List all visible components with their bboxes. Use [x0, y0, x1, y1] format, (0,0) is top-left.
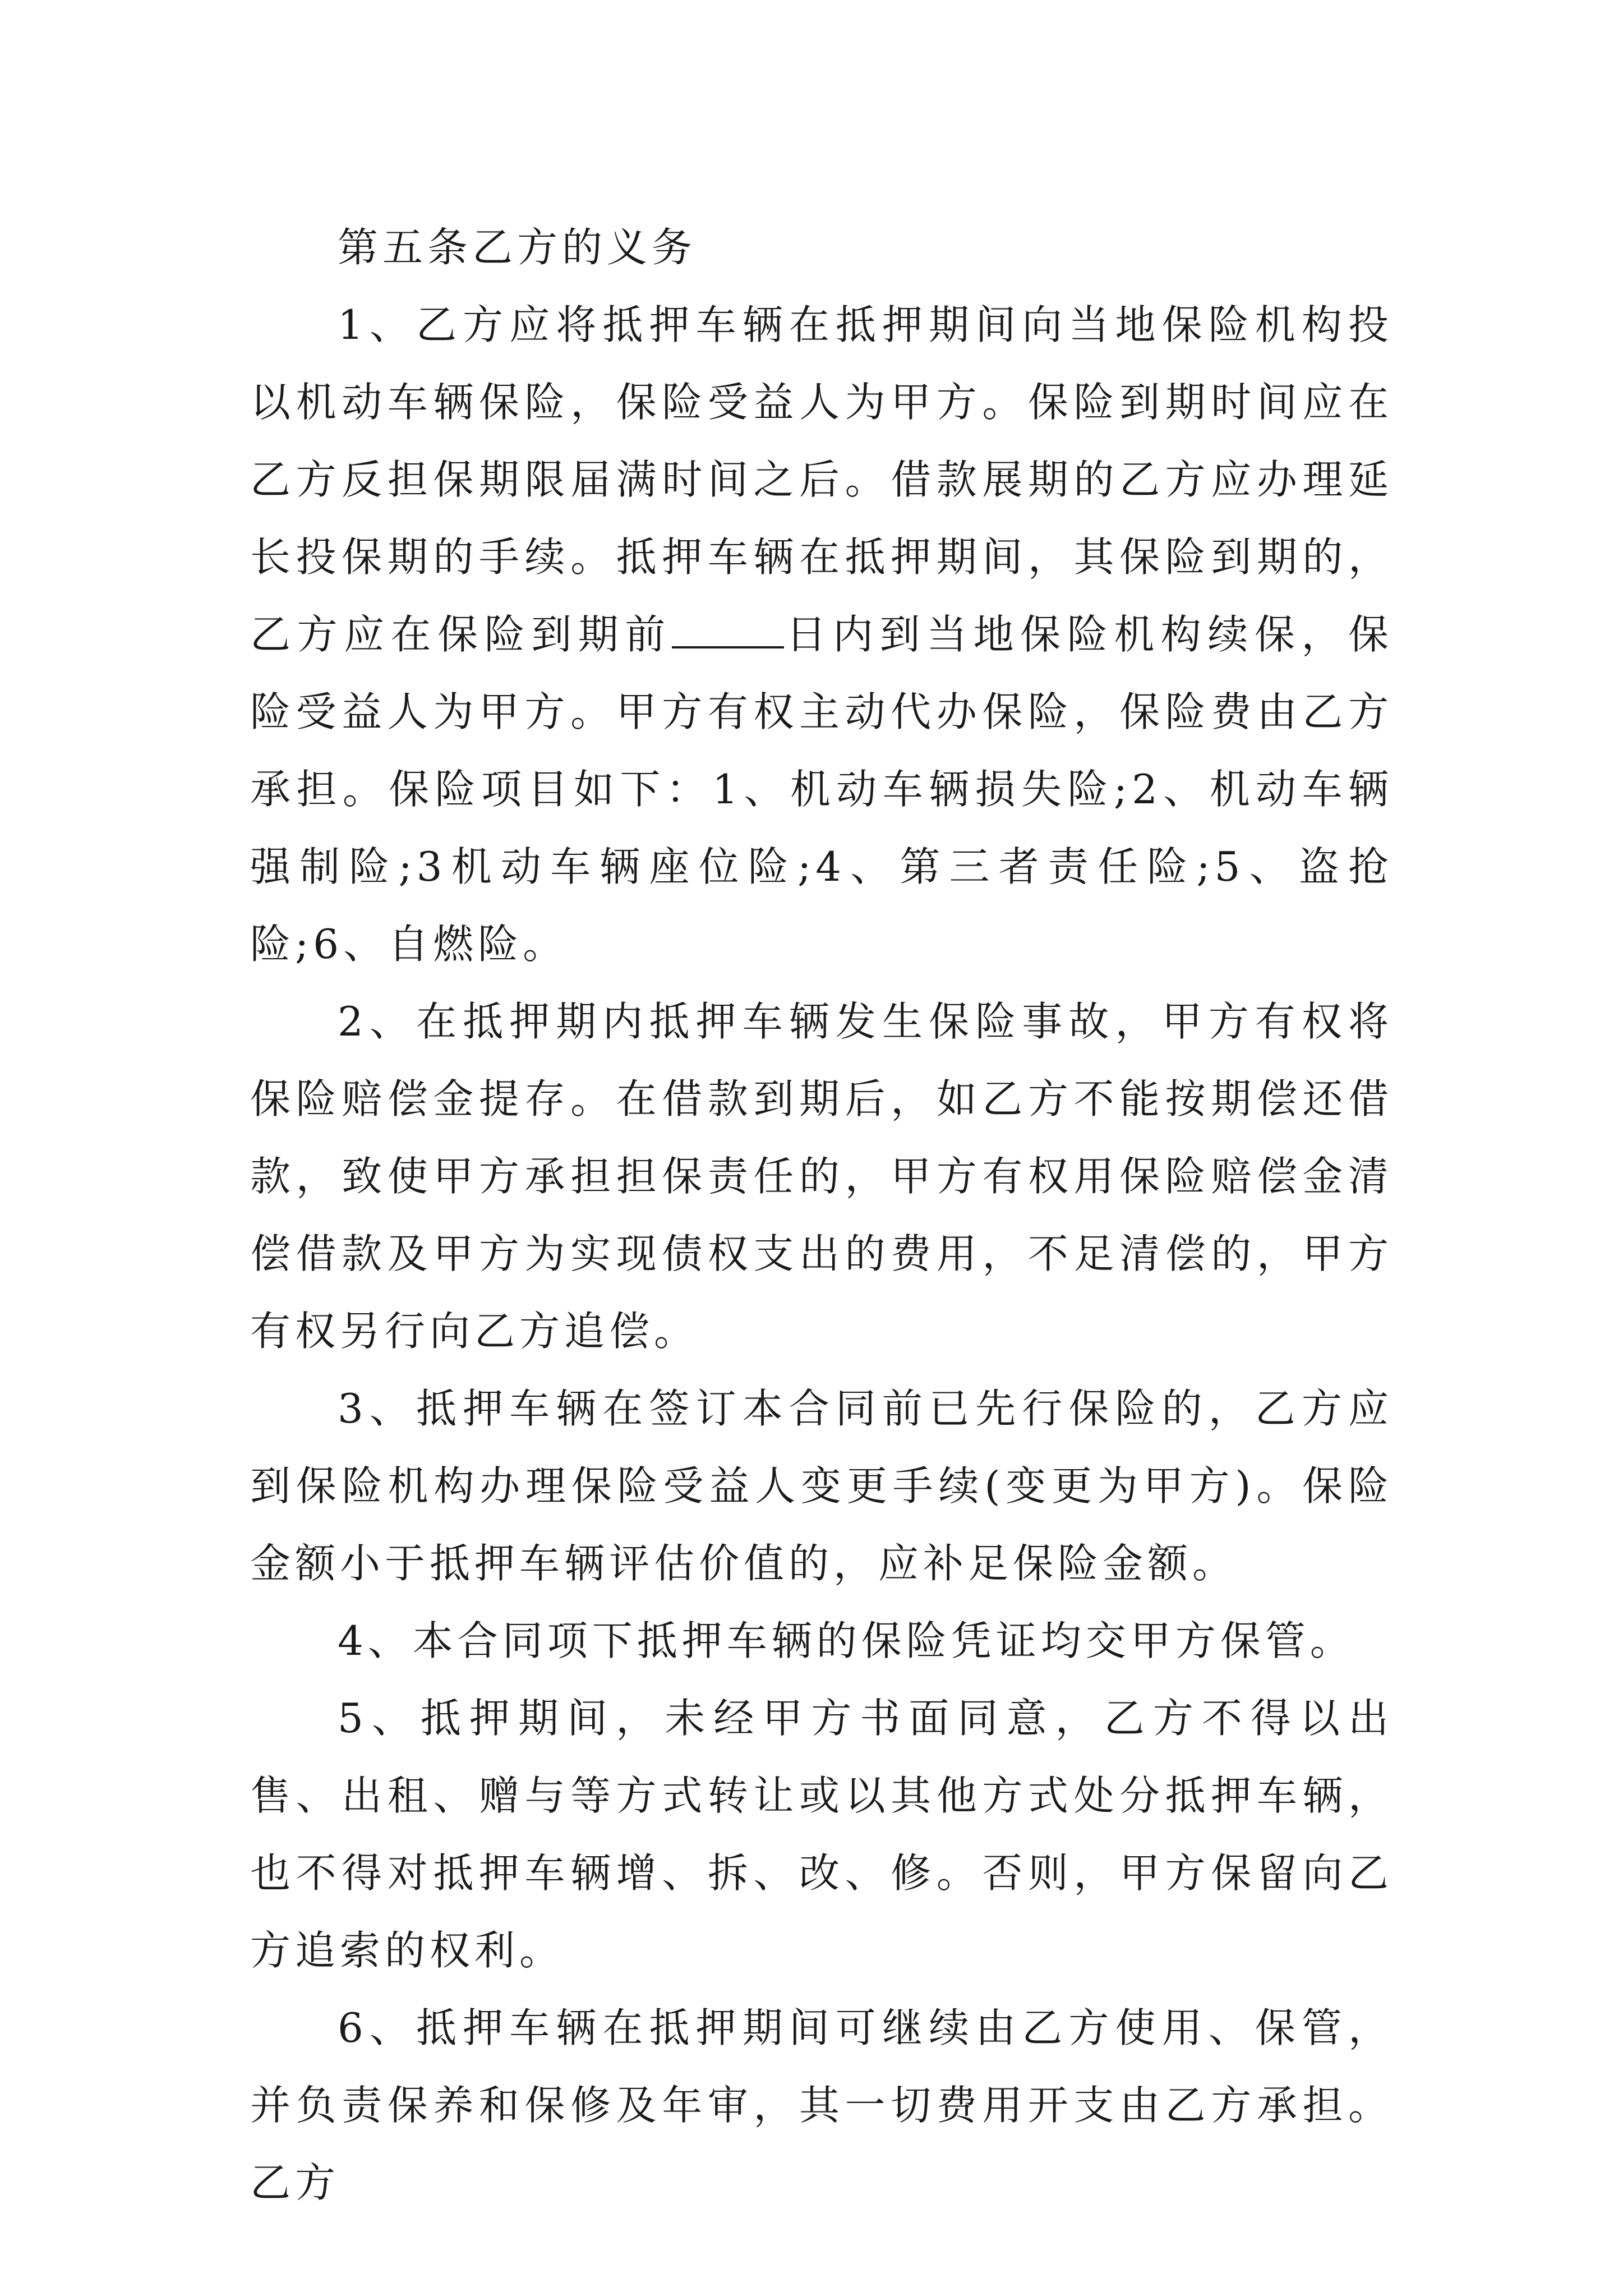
- document-body: [250, 209, 1393, 2221]
- paragraph-2: 2、在抵押期内抵押车辆发生保险事故，甲方有权将保险赔偿金提存。在借款到期后，如乙方不能按期偿还借款，致使甲方承担担保责任的，甲方有权用保险赔偿金清偿借款及甲方为实现债权支出的费用，不足清偿的，甲方有权另行向乙方追偿。: [250, 998, 1393, 1355]
- paragraph-1-text-a: 1、乙方应将抵押车辆在抵押期间向当地保险机构投以机动车辆保险，保险受益人为甲方。保险到期时间应在乙方反担保期限届满时间之后。借款展期的乙方应办理延长投保期的手续。抵押车辆在抵押期间，其保险到期的，乙方应在保险到期前: [250, 301, 1393, 658]
- section-heading: 第五条乙方的义务: [338, 224, 697, 271]
- paragraph-1-text-b: 日内到当地保险机构续保，保险受益人为甲方。甲方有权主动代办保险，保险费由乙方承担。保险项目如下：1、机动车辆损失险;2、机动车辆强制险;3机动车辆座位险;4、第三者责任险;5、盗抢险;6、自燃险。: [250, 611, 1393, 968]
- paragraph-5: 5、抵押期间，未经甲方书面同意，乙方不得以出售、出租、赠与等方式转让或以其他方式处分抵押车辆，也不得对抵押车辆增、拆、改、修。否则，甲方保留向乙方追索的权利。: [250, 1695, 1393, 1974]
- fill-in-blank: [672, 608, 784, 648]
- paragraph-3: 3、抵押车辆在签订本合同前已先行保险的，乙方应到保险机构办理保险受益人变更手续(变更为甲方)。保险金额小于抵押车辆评估价值的，应补足保险金额。: [250, 1385, 1393, 1587]
- paragraph-1: [250, 286, 1393, 983]
- paragraph-4: 4、本合同项下抵押车辆的保险凭证均交甲方保管。: [338, 1617, 1355, 1664]
- paragraph-6: 6、抵押车辆在抵押期间可继续由乙方使用、保管，并负责保养和保修及年审，其一切费用开支由乙方承担。乙方: [250, 2004, 1393, 2206]
